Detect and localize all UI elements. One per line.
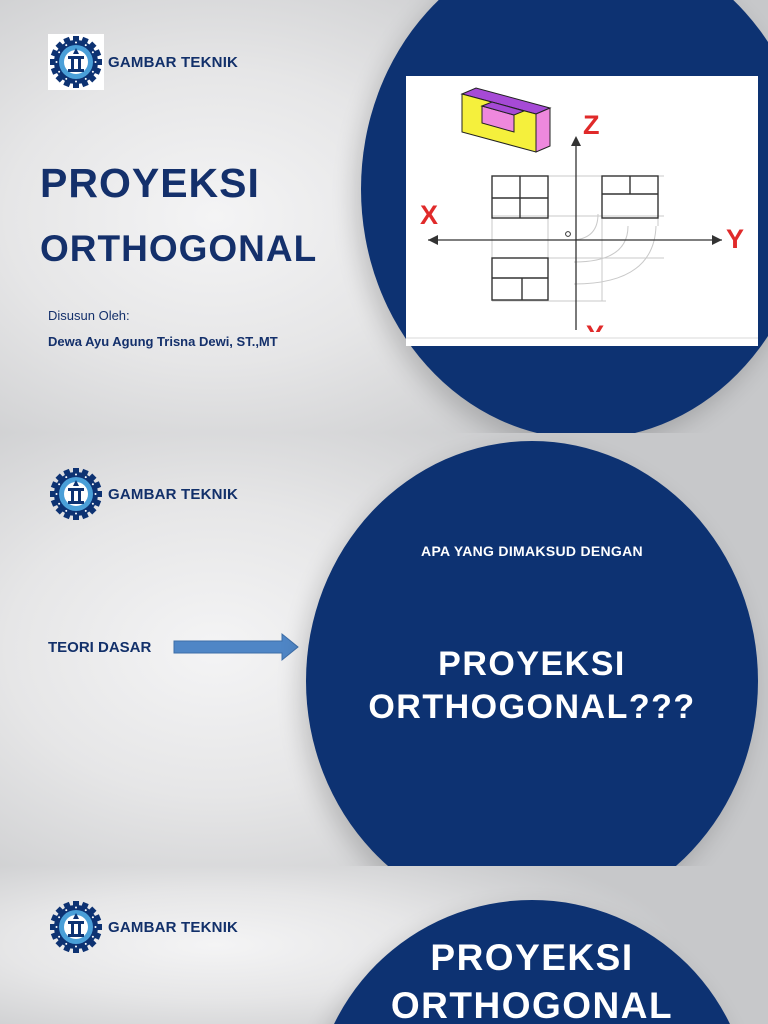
institution-logo-icon bbox=[48, 466, 104, 522]
author-label: Disusun Oleh: bbox=[48, 308, 130, 323]
slide-2 bbox=[0, 433, 768, 866]
brand-header bbox=[48, 34, 238, 90]
title-line-2: ORTHOGONAL bbox=[40, 228, 318, 269]
title-line-1: PROYEKSI bbox=[40, 160, 260, 206]
axis-label-x: X bbox=[420, 200, 439, 230]
circle-title bbox=[322, 934, 742, 1024]
institution-logo-icon bbox=[48, 899, 104, 955]
axis-label-z: Z bbox=[583, 110, 600, 140]
right-arrow-icon bbox=[172, 632, 302, 662]
axis-label-y-right: Y bbox=[726, 224, 745, 254]
brand-name: GAMBAR TEKNIK bbox=[108, 918, 239, 936]
circle-title bbox=[322, 643, 742, 728]
circle-subtitle: APA YANG DIMAKSUD DENGAN bbox=[421, 543, 643, 559]
institution-logo-icon bbox=[48, 34, 104, 90]
circle-title-line-2: ORTHOGONAL??? bbox=[368, 687, 696, 726]
brand-name: GAMBAR TEKNIK bbox=[108, 485, 239, 503]
brand-name: GAMBAR TEKNIK bbox=[108, 53, 239, 71]
circle-title-line-1: PROYEKSI bbox=[438, 645, 626, 683]
orthogonal-projection-drawing bbox=[406, 76, 758, 346]
slide-3 bbox=[0, 866, 768, 1024]
slide-1 bbox=[0, 0, 768, 433]
author-name: Dewa Ayu Agung Trisna Dewi, ST.,MT bbox=[48, 334, 278, 349]
circle-title-line-1: PROYEKSI bbox=[430, 937, 634, 978]
side-label: TEORI DASAR bbox=[48, 639, 152, 656]
circle-title-line-2: ORTHOGONAL bbox=[390, 985, 674, 1024]
brand-header bbox=[48, 899, 238, 955]
brand-header bbox=[48, 466, 238, 522]
isometric-block-icon bbox=[462, 88, 550, 152]
